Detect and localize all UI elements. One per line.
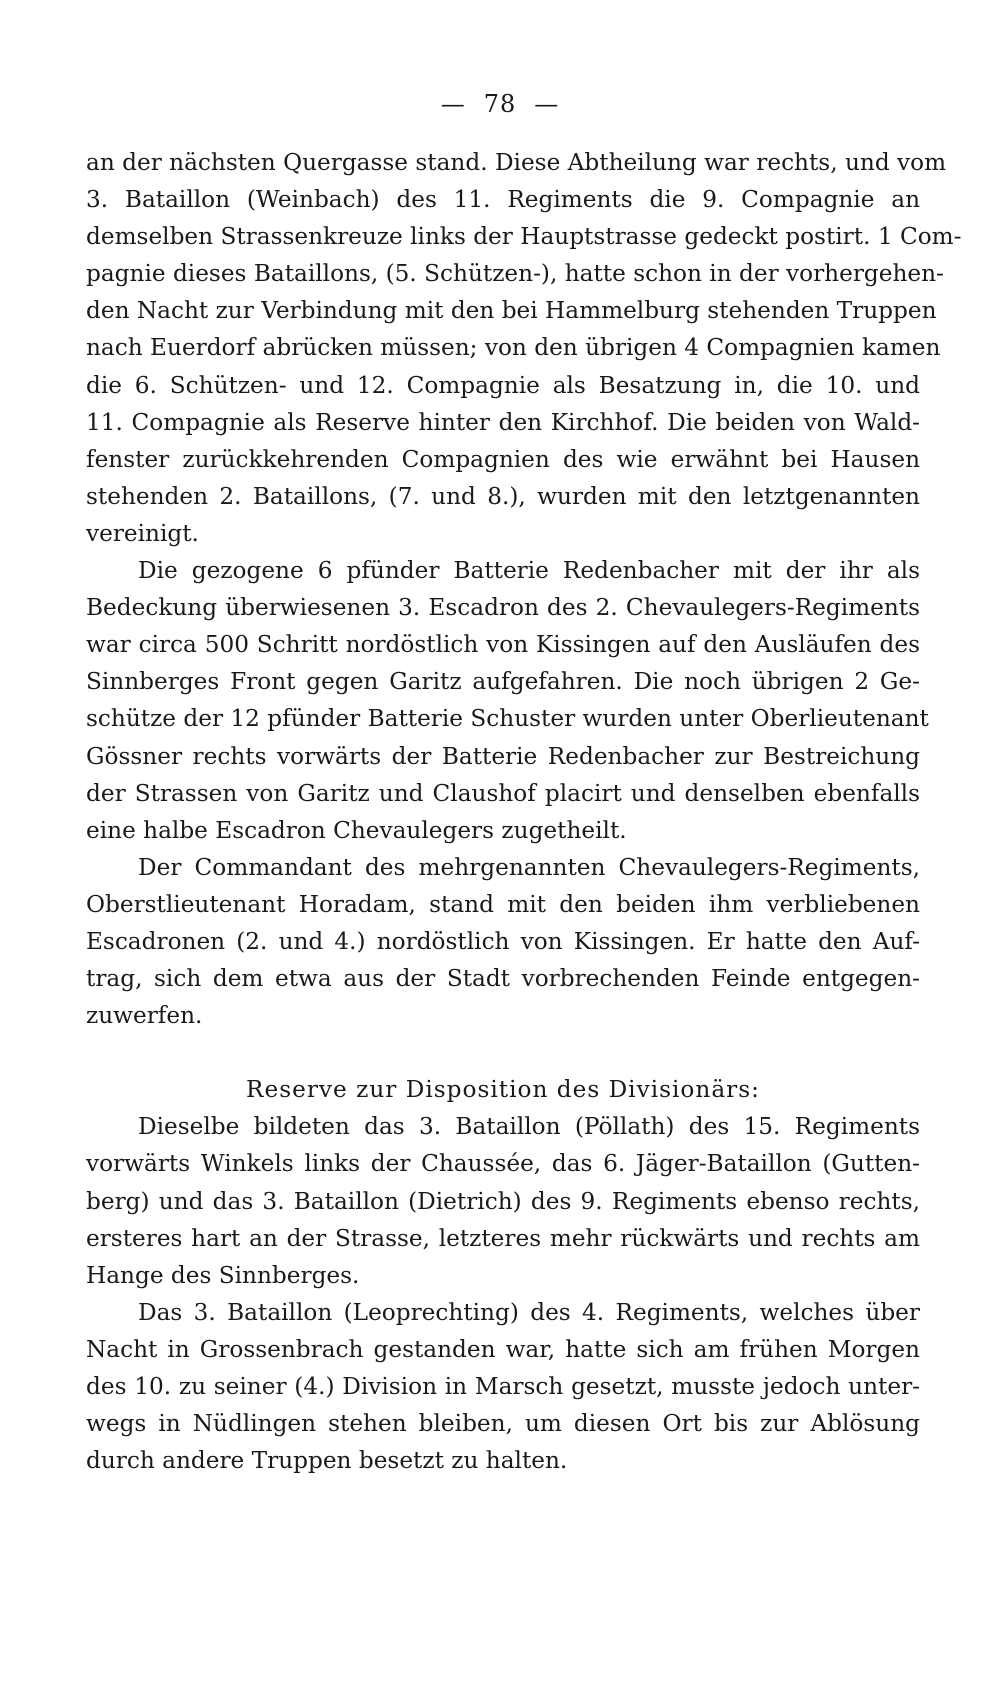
- text-line: den Nacht zur Verbindung mit den bei Hammelburg stehenden Truppen: [86, 297, 937, 325]
- body-text: [86, 144, 962, 1479]
- paragraph-4: [86, 1108, 920, 1293]
- text-line: des 10. zu seiner (4.) Division in Marsch gesetzt, musste jedoch unter-: [86, 1373, 920, 1400]
- text-line: Sinnberges Front gegen Garitz aufgefahren. Die noch übrigen 2 Ge-: [86, 668, 920, 696]
- text-line: vorwärts Winkels links der Chaussée, das 6. Jäger-Bataillon (Gutten-: [86, 1150, 920, 1178]
- text-line: Oberstlieutenant Horadam, stand mit den beiden ihm verbliebenen: [86, 890, 920, 918]
- text-line: ersteres hart an der Strasse, letzteres mehr rückwärts und rechts am: [86, 1224, 920, 1252]
- text-line: war circa 500 Schritt nordöstlich von Kissingen auf den Ausläufen des: [86, 631, 920, 659]
- paragraph-3: [86, 849, 920, 1034]
- text-line: Die gezogene 6 pfünder Batterie Redenbacher mit der ihr als: [138, 557, 920, 585]
- text-line: Hange des Sinnberges.: [86, 1261, 360, 1289]
- text-line: stehenden 2. Bataillons, (7. und 8.), wurden mit den letztgenannten: [86, 482, 920, 510]
- text-line: 11. Compagnie als Reserve hinter den Kirchhof. Die beiden von Wald-: [86, 408, 920, 436]
- text-line: Bedeckung überwiesenen 3. Escadron des 2. Chevaulegers-Regiments: [86, 594, 920, 622]
- text-line: eine halbe Escadron Chevaulegers zugetheilt.: [86, 816, 627, 844]
- text-line: durch andere Truppen besetzt zu halten.: [86, 1447, 568, 1475]
- text-line: Gössner rechts vorwärts der Batterie Redenbacher zur Bestreichung: [86, 742, 920, 770]
- text-line: an der nächsten Quergasse stand. Diese Abtheilung war rechts, und vom: [86, 149, 947, 176]
- text-line: der Strassen von Garitz und Claushof placirt und denselben ebenfalls: [86, 779, 920, 807]
- paragraph-5: [86, 1294, 920, 1479]
- text-line: die 6. Schützen- und 12. Compagnie als Besatzung in, die 10. und: [86, 371, 920, 399]
- text-line: Der Commandant des mehrgenannten Chevaulegers-Regiments,: [138, 853, 920, 881]
- page-number-header: [0, 90, 1000, 118]
- text-line: berg) und das 3. Bataillon (Dietrich) des 9. Regiments ebenso rechts,: [86, 1187, 920, 1215]
- page-number-dash-left: —: [440, 90, 466, 118]
- text-line: wegs in Nüdlingen stehen bleiben, um diesen Ort bis zur Ablösung: [86, 1410, 920, 1438]
- text-line: trag, sich dem etwa aus der Stadt vorbrechenden Feinde entgegen-: [86, 965, 920, 993]
- page-number: 78: [483, 90, 517, 118]
- text-line: nach Euerdorf abrücken müssen; von den übrigen 4 Compagnien kamen: [86, 334, 941, 362]
- text-line: zuwerfen.: [86, 1002, 203, 1030]
- text-line: pagnie dieses Bataillons, (5. Schützen-), hatte schon in der vorhergehen-: [86, 260, 944, 288]
- text-line: fenster zurückkehrenden Compagnien des wie erwähnt bei Hausen: [86, 445, 920, 473]
- text-line: Das 3. Bataillon (Leoprechting) des 4. Regiments, welches über: [138, 1298, 920, 1326]
- text-line: 3. Bataillon (Weinbach) des 11. Regiments die 9. Compagnie an: [86, 186, 920, 214]
- paragraph-1: [86, 144, 962, 552]
- text-line: Nacht in Grossenbrach gestanden war, hatte sich am frühen Morgen: [86, 1335, 920, 1363]
- text-line: Escadronen (2. und 4.) nordöstlich von Kissingen. Er hatte den Auf-: [86, 927, 920, 955]
- text-line: demselben Strassenkreuze links der Hauptstrasse gedeckt postirt. 1 Com-: [86, 223, 962, 251]
- paragraph-2: [86, 552, 929, 849]
- page-number-dash-right: —: [534, 90, 560, 118]
- section-heading: Reserve zur Disposition des Divisionärs:: [246, 1076, 760, 1104]
- text-line: Dieselbe bildeten das 3. Bataillon (Pöllath) des 15. Regiments: [138, 1113, 920, 1141]
- text-line: schütze der 12 pfünder Batterie Schuster wurden unter Oberlieutenant: [86, 705, 929, 733]
- section-spacer: [86, 1034, 920, 1071]
- text-line: vereinigt.: [86, 519, 199, 547]
